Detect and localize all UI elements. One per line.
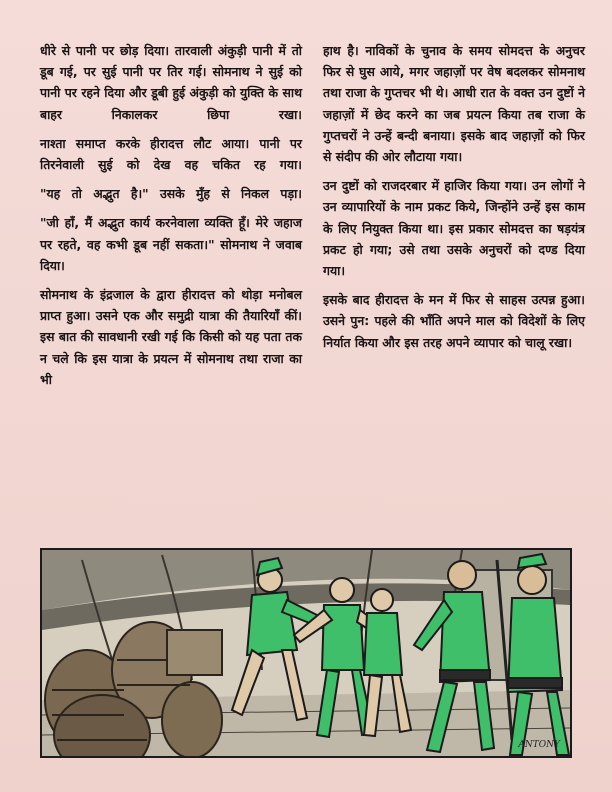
paragraph: धीरे से पानी पर छोड़ दिया। तारवाली अंकुड़ी पानी में तो डूब गई, पर सुई पानी पर तिर गई। सोमनाथ ने सुई को पानी पर रहने दिया और डूबी हुई अंकुड़ी को युक्ति के साथ बाहर निकालकर छिपा रखा।: [40, 43, 302, 122]
paragraph: सोमनाथ के इंद्रजाल के द्वारा हीरादत्त को थोड़ा मनोबल प्राप्त हुआ। उसने एक और समुद्री यात्रा की तैयारियाँ कीं। इस बात की सावधानी रखी गई कि किसी को यह पता तक न चले कि इस यात्रा के प्रयत्न में सोमनाथ तथा राजा का भी: [40, 287, 302, 387]
paragraph: "जी हाँ, मैं अद्भुत कार्य करनेवाला व्यक्ति हूँ। मेरे जहाज पर रहते, वह कभी डूब नहीं सकता।" सोमनाथ ने जवाब दिया।: [40, 215, 302, 273]
right-column: [323, 40, 585, 540]
ship-hold-illustration: [40, 548, 572, 758]
left-column: [40, 40, 302, 540]
paragraph: इसके बाद हीरादत्त के मन में फिर से साहस उत्पन्न हुआ। उसने पुन: पहले की भाँति अपने माल को विदेशों के लिए निर्यात किया और इस तरह अपने व्यापार को चालू रखा।: [323, 292, 585, 350]
paragraph: हाथ है। नाविकों के चुनाव के समय सोमदत्त के अनुचर फिर से घुस आये, मगर जहाज़ों पर वेष बदलकर सोमनाथ तथा राजा के गुप्तचर भी थे। आधी रात के वक्त उन दुष्टों ने जहाज़ों में छेद करने का जब प्रयत्न किया तब राजा के गुप्तचरों ने उन्हें बन्दी बनाया। इसके बाद जहाज़ों को फिर से संदीप की ओर लौटाया गया।: [323, 43, 585, 165]
illustration-drawing: [42, 550, 570, 756]
paragraph: "यह तो अद्भुत है।" उसके मुँह से निकल पड़ा।: [40, 186, 302, 202]
paragraph: उन दुष्टों को राजदरबार में हाजिर किया गया। उन लोगों ने उन व्यापारियों के नाम प्रकट किये, जिन्होंने उन्हें इस काम के लिए नियुक्त किया था। इस प्रकार सोमदत्त का षड़यंत्र प्रकट हो गया; उसे तथा उसके अनुचरों को दण्ड दिया गया।: [323, 178, 585, 279]
paragraph: नाश्ता समाप्त करके हीरादत्त लौट आया। पानी पर तिरनेवाली सुई को देख वह चकित रह गया।: [40, 135, 302, 173]
artist-signature: ANTONY: [518, 740, 560, 750]
text-columns: [40, 40, 585, 540]
